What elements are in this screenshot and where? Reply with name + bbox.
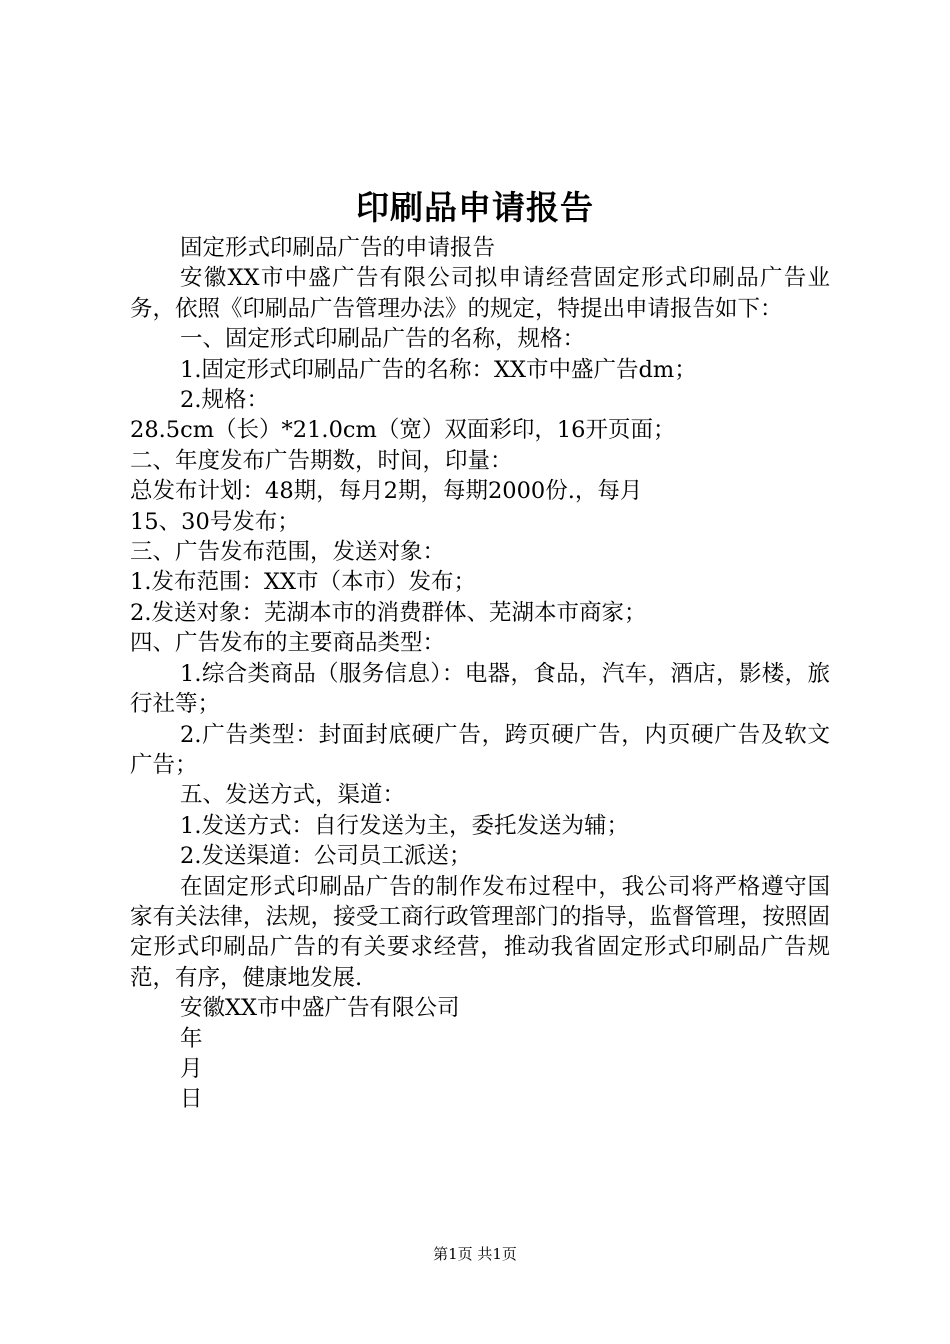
document-body: [130, 233, 830, 1115]
paragraph-16: 五、发送方式，渠道：: [180, 782, 406, 809]
paragraph-14: 1.综合类商品（服务信息）：电器，食品，汽车，酒店，影楼，旅行社等；: [130, 660, 830, 718]
paragraph-18: 2.发送渠道：公司员工派送；: [180, 843, 472, 870]
page-footer: 第1页 共1页: [433, 1245, 517, 1263]
signature-company: 安徽XX市中盛广告有限公司: [180, 995, 460, 1022]
paragraph-8: 总发布计划：48期，每月2期，每期2000份.，每月: [130, 478, 643, 505]
paragraph-19: 在固定形式印刷品广告的制作发布过程中，我公司将严格遵守国家有关法律，法规，接受工商行政管理部门的指导，监督管理，按照固定形式印刷品广告的有关要求经营，推动我省固定形式印刷品广告规范，有序，健康地发展.: [130, 873, 830, 991]
signature-year: 年: [180, 1025, 203, 1052]
paragraph-17: 1.发送方式：自行发送为主，委托发送为辅；: [180, 812, 629, 839]
paragraph-12: 2.发送对象：芜湖本市的消费群体、芜湖本市商家；: [130, 599, 647, 626]
paragraph-11: 1.发布范围：XX市（本市）发布；: [130, 569, 477, 596]
paragraph-3: 一、固定形式印刷品广告的名称，规格：: [180, 326, 586, 353]
paragraph-5: 2.规格：: [180, 387, 269, 414]
paragraph-15: 2.广告类型：封面封底硬广告，跨页硬广告，内页硬广告及软文广告；: [130, 721, 830, 778]
signature-day: 日: [180, 1086, 203, 1113]
paragraph-2: 安徽XX市中盛广告有限公司拟申请经营固定形式印刷品广告业务，依照《印刷品广告管理办法》的规定，特提出申请报告如下：: [130, 265, 830, 322]
document-title: 印刷品申请报告: [356, 188, 594, 227]
paragraph-7: 二、年度发布广告期数，时间，印量：: [130, 447, 513, 474]
paragraph-6: 28.5cm（长）*21.0cm（宽）双面彩印，16开页面；: [130, 417, 676, 444]
paragraph-9: 15、30号发布；: [130, 508, 300, 535]
paragraph-1: 固定形式印刷品广告的申请报告: [180, 235, 496, 261]
paragraph-13: 四、广告发布的主要商品类型：: [130, 630, 446, 657]
paragraph-4: 1.固定形式印刷品广告的名称：XX市中盛广告dm；: [180, 356, 697, 383]
signature-month: 月: [180, 1055, 203, 1082]
paragraph-10: 三、广告发布范围，发送对象：: [130, 539, 446, 566]
